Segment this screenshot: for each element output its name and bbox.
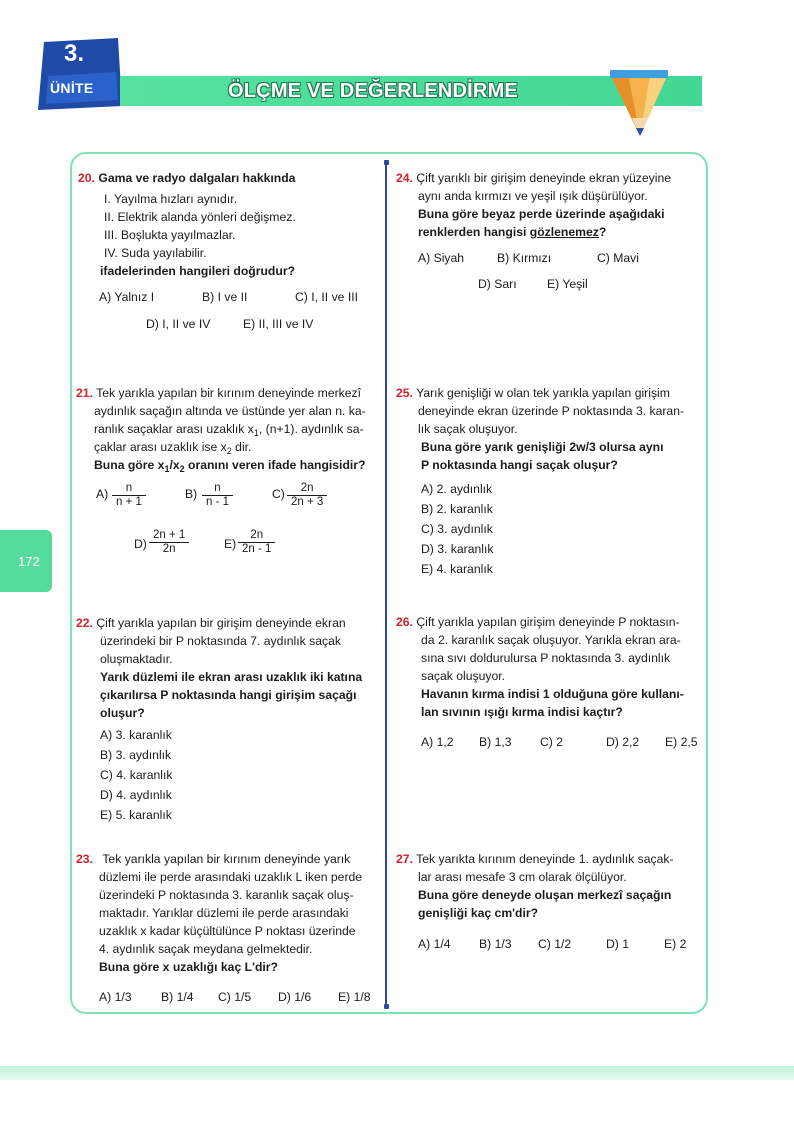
q21-text: oranını veren ifade hangisidir? bbox=[184, 458, 366, 472]
q21-option-c-fraction[interactable] bbox=[287, 482, 327, 509]
q21-subscript: 2 bbox=[226, 446, 232, 456]
q21-line: aydınlık saçağın altında ve üstünde yer alan n. ka- bbox=[94, 404, 366, 418]
q21-option-e-fraction[interactable] bbox=[238, 529, 275, 556]
q24-question: Buna göre beyaz perde üzerinde aşağıdaki bbox=[418, 207, 665, 221]
q26-line: sına sıvı doldurulursa P noktasında 3. aydınlık bbox=[421, 651, 671, 665]
column-divider bbox=[385, 164, 387, 1009]
q27-option-b[interactable]: B) 1/3 bbox=[479, 937, 512, 951]
q22-text: Çift yarıkla yapılan bir girişim deneyinde ekran bbox=[96, 616, 346, 630]
q23-option-a[interactable]: A) 1/3 bbox=[99, 990, 132, 1004]
q21-subscript: 2 bbox=[179, 464, 185, 474]
q21-subscript: 1 bbox=[253, 428, 259, 438]
q23-line: 4. aydınlık saçak meydana gelmektedir. bbox=[99, 942, 313, 956]
q27-line bbox=[396, 850, 674, 869]
q23-line: düzlemi ile perde arasındaki uzaklık L iken perde bbox=[99, 870, 363, 884]
q25-option-d[interactable]: D) 3. karanlık bbox=[421, 542, 494, 556]
q23-text: Tek yarıkla yapılan bir kırınım deneyinde yarık bbox=[102, 852, 351, 866]
q21-text: ranlık saçaklar arası uzaklık x bbox=[94, 422, 254, 436]
q22-line: oluşmaktadır. bbox=[100, 652, 173, 666]
q26-question: lan sıvının ışığı kırma indisi kaçtır? bbox=[421, 705, 623, 719]
q22-option-b[interactable]: B) 3. aydınlık bbox=[100, 748, 172, 762]
q21-text: , (n+1). aydınlık sa- bbox=[258, 422, 364, 436]
q27-line: lar arası mesafe 3 cm olarak ölçülüyor. bbox=[418, 870, 627, 884]
q24-option-c[interactable]: C) Mavi bbox=[597, 251, 639, 265]
q21-text: /x bbox=[169, 458, 180, 472]
q21-option-a-fraction[interactable] bbox=[112, 482, 146, 509]
q22-option-a[interactable]: A) 3. karanlık bbox=[100, 728, 172, 742]
q20-option-c[interactable]: C) I, II ve III bbox=[295, 290, 358, 304]
q21-option-d-label[interactable]: D) bbox=[134, 537, 147, 551]
q21-option-b-label[interactable]: B) bbox=[185, 487, 198, 501]
q20-option-e[interactable]: E) II, III ve IV bbox=[243, 317, 314, 331]
q23-line: üzerindeki P noktasında 3. karanlık saçak oluş- bbox=[99, 888, 354, 902]
q21-text: Buna göre x bbox=[94, 458, 165, 472]
q21-line bbox=[76, 384, 361, 403]
q24-option-d[interactable]: D) Sarı bbox=[478, 277, 517, 291]
q24-question bbox=[418, 223, 606, 242]
q26-number: 26. bbox=[396, 615, 413, 629]
q24-underlined: gözlenemez bbox=[529, 225, 599, 239]
q20-item: II. Elektrik alanda yönleri değişmez. bbox=[104, 210, 296, 224]
divider-dot-bottom bbox=[384, 1004, 389, 1009]
q27-option-a[interactable]: A) 1/4 bbox=[418, 937, 451, 951]
unit-number: 3. bbox=[64, 40, 85, 67]
fraction-numerator: n bbox=[202, 482, 233, 496]
q21-option-d-fraction[interactable] bbox=[149, 529, 189, 556]
q20-stem bbox=[78, 169, 295, 188]
q21-subscript: 1 bbox=[164, 464, 170, 474]
q27-text: Tek yarıkta kırınım deneyinde 1. aydınlık saçak- bbox=[416, 852, 674, 866]
q20-question: ifadelerinden hangileri doğrudur? bbox=[100, 264, 296, 278]
q26-option-b[interactable]: B) 1,3 bbox=[479, 735, 512, 749]
q25-option-e[interactable]: E) 4. karanlık bbox=[421, 562, 493, 576]
q25-question: Buna göre yarık genişliği 2w/3 olursa aynı bbox=[421, 440, 664, 454]
q20-number: 20. bbox=[78, 171, 95, 185]
q23-line: uzaklık x kadar küçültülünce P noktası üzerinde bbox=[99, 924, 356, 938]
divider-dot-top bbox=[384, 160, 389, 165]
q24-text: Çift yarıklı bir girişim deneyinde ekran yüzeyine bbox=[416, 171, 672, 185]
q23-option-b[interactable]: B) 1/4 bbox=[161, 990, 194, 1004]
unit-label: ÜNİTE bbox=[50, 80, 94, 96]
q27-question: Buna göre deneyde oluşan merkezî saçağın bbox=[418, 888, 672, 902]
q23-number: 23. bbox=[76, 852, 93, 866]
q26-option-e[interactable]: E) 2,5 bbox=[665, 735, 698, 749]
q24-option-e[interactable]: E) Yeşil bbox=[547, 277, 588, 291]
q20-option-a[interactable]: A) Yalnız I bbox=[99, 290, 155, 304]
q27-option-d[interactable]: D) 1 bbox=[606, 937, 630, 951]
q20-item: I. Yayılma hızları aynıdır. bbox=[104, 192, 237, 206]
q25-text: Yarık genişliği w olan tek yarıkla yapılan girişim bbox=[416, 386, 670, 400]
q25-line: lık saçak oluşuyor. bbox=[418, 422, 518, 436]
q26-line: saçak oluşuyor. bbox=[421, 669, 506, 683]
q20-option-b[interactable]: B) I ve II bbox=[202, 290, 248, 304]
fraction-denominator: n + 1 bbox=[116, 496, 142, 508]
q22-question: çıkarılırsa P noktasında hangi girişim saçağı bbox=[100, 688, 357, 702]
q25-question: P noktasında hangi saçak oluşur? bbox=[421, 458, 618, 472]
q20-item: III. Boşlukta yayılmazlar. bbox=[104, 228, 236, 242]
q23-line bbox=[76, 850, 350, 869]
fraction-numerator: 2n + 1 bbox=[149, 529, 189, 543]
q21-option-b-fraction[interactable] bbox=[202, 482, 233, 509]
q26-option-a[interactable]: A) 1,2 bbox=[421, 735, 454, 749]
q24-option-a[interactable]: A) Siyah bbox=[418, 251, 465, 265]
q24-text: ? bbox=[598, 225, 607, 239]
q25-line: deneyinde ekran üzerinde P noktasında 3. karan- bbox=[418, 404, 685, 418]
q24-number: 24. bbox=[396, 171, 413, 185]
q26-line: da 2. karanlık saçak oluşuyor. Yarıkla ekran ara- bbox=[421, 633, 681, 647]
q26-option-d[interactable]: D) 2,2 bbox=[606, 735, 640, 749]
page-title: ÖLÇME VE DEĞERLENDİRME bbox=[228, 80, 518, 102]
footer-bar bbox=[0, 1066, 794, 1080]
q21-option-a-label[interactable]: A) bbox=[96, 487, 109, 501]
q27-number: 27. bbox=[396, 852, 413, 866]
q25-option-c[interactable]: C) 3. aydınlık bbox=[421, 522, 493, 536]
fraction-numerator: 2n bbox=[287, 482, 327, 496]
q20-intro: Gama ve radyo dalgaları hakkında bbox=[98, 171, 296, 185]
q20-item: IV. Suda yayılabilir. bbox=[104, 246, 207, 260]
q27-option-c[interactable]: C) 1/2 bbox=[538, 937, 572, 951]
fraction-denominator: 2n - 1 bbox=[242, 543, 272, 555]
fraction-numerator: 2n bbox=[238, 529, 275, 543]
q21-number: 21. bbox=[76, 386, 93, 400]
q21-text: çaklar arası uzaklık ise x bbox=[94, 440, 227, 454]
q25-line bbox=[396, 384, 670, 403]
q26-question: Havanın kırma indisi 1 olduğuna göre kullanı- bbox=[421, 687, 684, 701]
pencil-icon bbox=[608, 70, 670, 138]
q24-line: aynı anda kırmızı ve yeşil ışık düşürülüyor. bbox=[418, 189, 648, 203]
q21-text: Tek yarıkla yapılan bir kırınım deneyinde merkezî bbox=[96, 386, 361, 400]
q25-number: 25. bbox=[396, 386, 413, 400]
q21-question bbox=[94, 456, 365, 479]
q22-question: oluşur? bbox=[100, 706, 145, 720]
q22-option-c[interactable]: C) 4. karanlık bbox=[100, 768, 173, 782]
q23-option-d[interactable]: D) 1/6 bbox=[278, 990, 312, 1004]
q25-option-b[interactable]: B) 2. karanlık bbox=[421, 502, 493, 516]
q27-option-e[interactable]: E) 2 bbox=[664, 937, 687, 951]
q27-question: genişliği kaç cm'dir? bbox=[418, 906, 539, 920]
q21-option-e-label[interactable]: E) bbox=[224, 537, 237, 551]
q22-number: 22. bbox=[76, 616, 93, 630]
fraction-denominator: 2n + 3 bbox=[291, 496, 324, 508]
q26-line bbox=[396, 613, 680, 632]
q26-option-c[interactable]: C) 2 bbox=[540, 735, 564, 749]
q21-option-c-label[interactable]: C) bbox=[272, 487, 285, 501]
q22-line: üzerindeki bir P noktasında 7. aydınlık saçak bbox=[100, 634, 341, 648]
q24-line bbox=[396, 169, 671, 188]
q22-question: Yarık düzlemi ile ekran arası uzaklık iki katına bbox=[100, 670, 363, 684]
q22-line bbox=[76, 614, 346, 633]
page-number: 172 bbox=[18, 554, 40, 569]
q23-option-e[interactable]: E) 1/8 bbox=[338, 990, 371, 1004]
q21-text: dir. bbox=[231, 440, 252, 454]
q20-option-d[interactable]: D) I, II ve IV bbox=[146, 317, 211, 331]
q25-option-a[interactable]: A) 2. aydınlık bbox=[421, 482, 493, 496]
fraction-numerator: n bbox=[112, 482, 146, 496]
q22-option-d[interactable]: D) 4. aydınlık bbox=[100, 788, 172, 802]
q23-option-c[interactable]: C) 1/5 bbox=[218, 990, 252, 1004]
q24-text: renklerden hangisi bbox=[418, 225, 530, 239]
q23-line: maktadır. Yarıklar düzlemi ile perde arasındaki bbox=[99, 906, 349, 920]
fraction-denominator: 2n bbox=[162, 543, 176, 555]
q26-text: Çift yarıkla yapılan girişim deneyinde P noktasın- bbox=[416, 615, 680, 629]
q22-option-e[interactable]: E) 5. karanlık bbox=[100, 808, 172, 822]
fraction-denominator: n - 1 bbox=[206, 496, 230, 508]
q24-option-b[interactable]: B) Kırmızı bbox=[497, 251, 552, 265]
q23-question: Buna göre x uzaklığı kaç L'dir? bbox=[99, 960, 278, 974]
